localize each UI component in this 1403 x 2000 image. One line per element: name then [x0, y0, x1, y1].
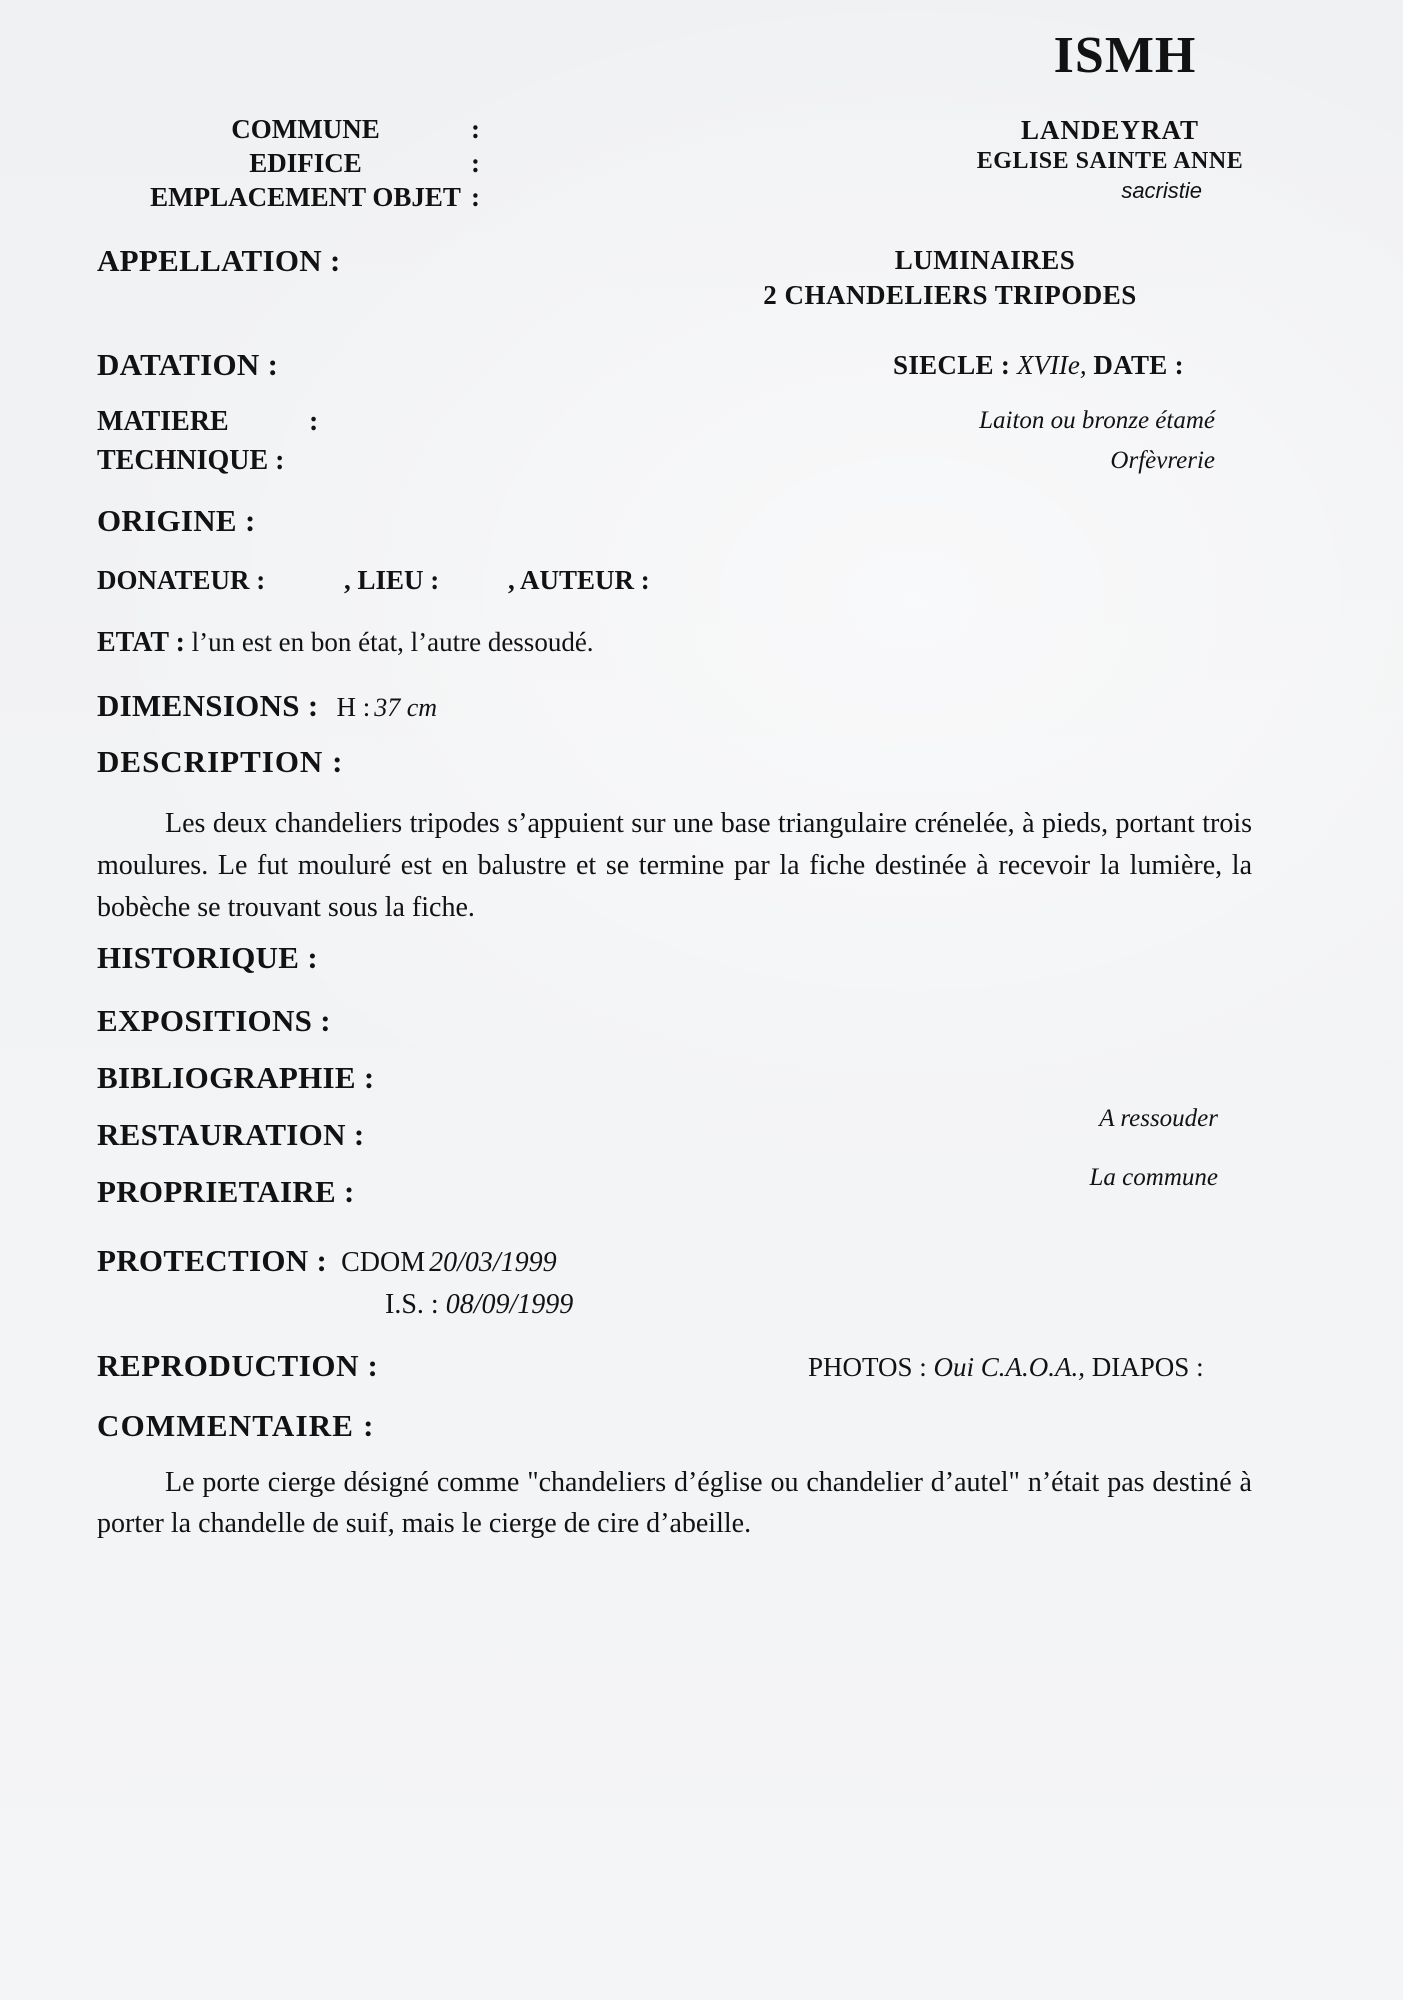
commune-label: COMMUNE — [231, 114, 380, 144]
donateur-row — [97, 565, 650, 596]
protection-row — [97, 1243, 557, 1279]
edifice-colon: : — [471, 148, 480, 178]
is-label: I.S. : — [385, 1289, 439, 1320]
etat-value: l’un est en bon état, l’autre dessoudé. — [191, 627, 594, 657]
appellation-value-line1: LUMINAIRES — [894, 245, 1076, 275]
dimensions-h-value: 37 cm — [374, 693, 438, 722]
ismh-stamp: ISMH — [1053, 27, 1197, 84]
etat-row — [97, 627, 594, 659]
description-paragraph: Les deux chandeliers tripodes s’appuient sur une base triangulaire crénelée, à pieds, portant trois moulures. Le fut mouluré est en balustre et se termine par la fiche destinée à recevoir la lumière, la bobèche se trouvant sous la fiche. — [97, 808, 1252, 923]
donateur-label: DONATEUR : — [97, 565, 266, 595]
matiere-value: Laiton ou bronze étamé — [979, 407, 1215, 434]
technique-value: Orfèvrerie — [1110, 447, 1215, 474]
reproduction-label: REPRODUCTION : — [97, 1348, 379, 1383]
photos-row — [808, 1352, 1204, 1383]
commentaire-label: COMMENTAIRE : — [97, 1408, 375, 1443]
bibliographie-label: BIBLIOGRAPHIE : — [97, 1060, 375, 1095]
header-field-labels — [140, 112, 485, 214]
siecle-value: XVIIe, — [1016, 350, 1087, 380]
edifice-value: EGLISE SAINTE ANNE — [976, 148, 1244, 174]
photos-value: Oui C.A.O.A., — [933, 1352, 1086, 1382]
matiere-label: MATIERE — [97, 406, 229, 437]
expositions-label: EXPOSITIONS : — [97, 1003, 331, 1038]
photos-label: PHOTOS : — [808, 1352, 927, 1382]
restauration-value: A ressouder — [1099, 1105, 1218, 1132]
commentaire-paragraph: Le porte cierge désigné comme "chandeliers d’église ou chandelier d’autel" n’était pas destiné à porter la chandelle de suif, mais le cierge de cire d’abeille. — [97, 1467, 1252, 1539]
edifice-label: EDIFICE — [249, 148, 362, 178]
header-field-values — [930, 114, 1290, 206]
dimensions-label: DIMENSIONS : — [97, 688, 319, 723]
emplacement-objet-label-row — [140, 180, 485, 214]
etat-label: ETAT : — [97, 627, 185, 658]
historique-label: HISTORIQUE : — [97, 940, 318, 975]
siecle-label: SIECLE : — [893, 350, 1011, 380]
appellation-value-line2: 2 CHANDELIERS TRIPODES — [763, 280, 1137, 310]
emplacement-objet-value: sacristie — [1121, 178, 1202, 203]
appellation-label: APPELLATION : — [97, 243, 341, 278]
datation-label: DATATION : — [97, 347, 279, 382]
datation-value — [893, 350, 1184, 381]
protection-date: 20/03/1999 — [429, 1247, 557, 1278]
emplacement-objet-colon: : — [471, 182, 480, 212]
diapos-label: DIAPOS : — [1091, 1352, 1204, 1382]
protection-org: CDOM — [341, 1247, 426, 1278]
auteur-label: , AUTEUR : — [508, 565, 650, 595]
protection-is-row — [385, 1289, 573, 1321]
commune-value: LANDEYRAT — [1020, 115, 1199, 145]
appellation-values — [620, 244, 1280, 314]
edifice-label-row — [140, 146, 485, 180]
proprietaire-value: La commune — [1089, 1164, 1218, 1191]
matiere-label-row — [97, 406, 318, 438]
dimensions-row — [97, 688, 437, 724]
restauration-label: RESTAURATION : — [97, 1117, 365, 1152]
protection-label: PROTECTION : — [97, 1243, 328, 1278]
date-label: DATE : — [1093, 350, 1184, 380]
technique-label: TECHNIQUE : — [97, 445, 285, 476]
lieu-label: , LIEU : — [344, 565, 440, 595]
emplacement-objet-label: EMPLACEMENT OBJET — [150, 182, 461, 212]
description-label: DESCRIPTION : — [97, 744, 344, 779]
commune-colon: : — [471, 114, 480, 144]
origine-label: ORIGINE : — [97, 503, 256, 538]
proprietaire-label: PROPRIETAIRE : — [97, 1174, 355, 1209]
dimensions-h-label: H : — [336, 692, 371, 722]
is-date: 08/09/1999 — [445, 1289, 574, 1320]
commune-label-row — [140, 112, 485, 146]
matiere-colon: : — [309, 406, 319, 437]
